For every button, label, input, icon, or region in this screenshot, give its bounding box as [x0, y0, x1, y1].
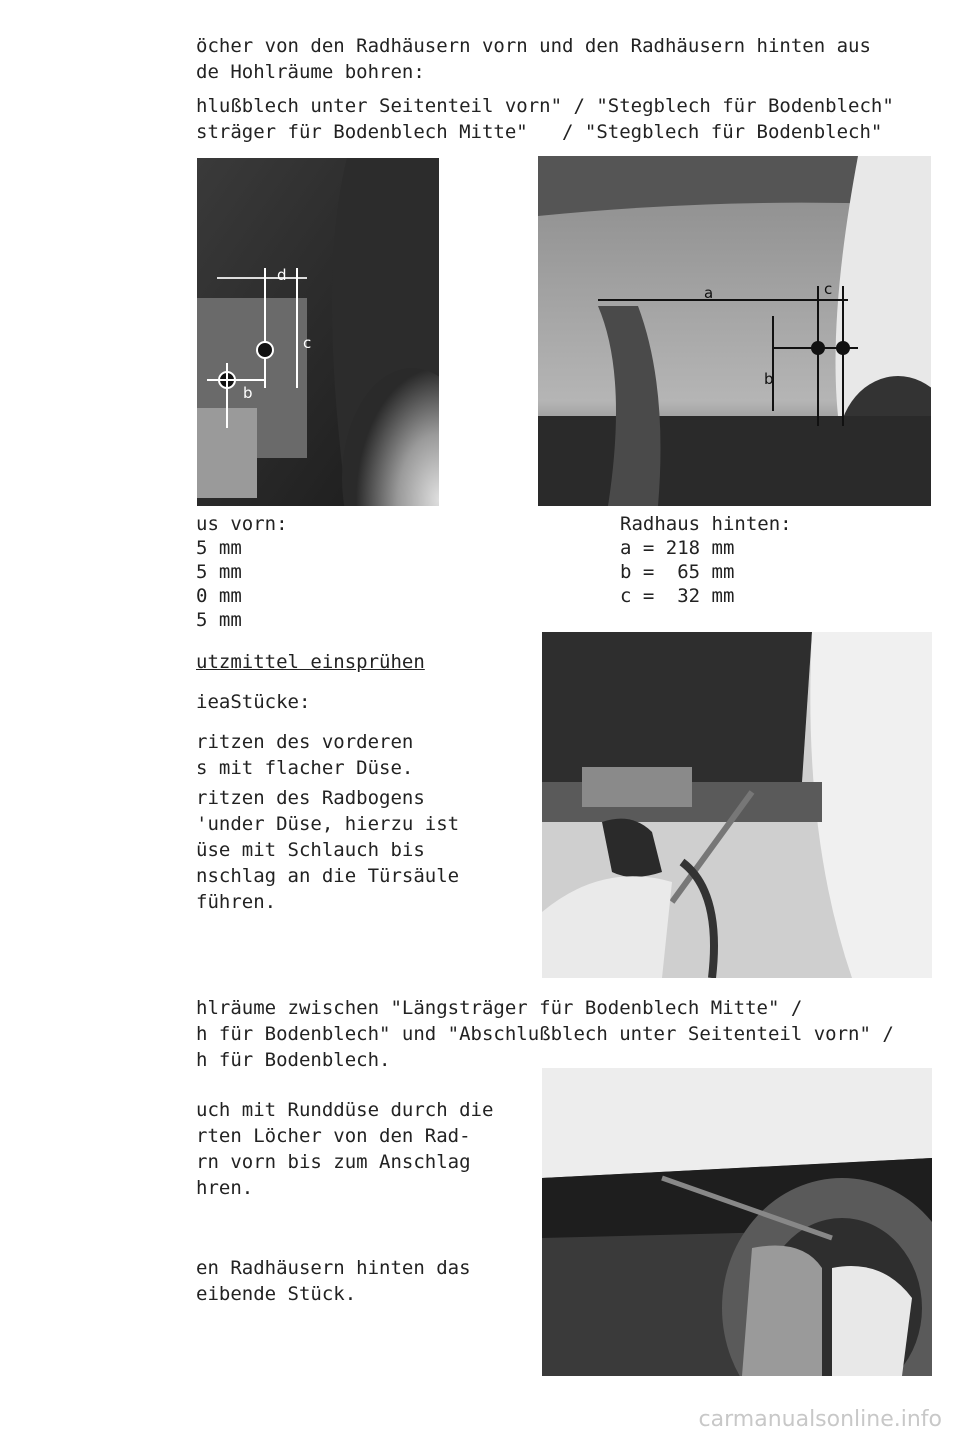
front-row: 5 mm [196, 561, 242, 583]
rear-row: c = 32 mm [620, 585, 735, 607]
section3-para1-line: rn vorn bis zum Anschlag [196, 1151, 471, 1173]
section3-intro-line: h für Bodenblech" und "Abschlußblech unter Seitenteil vorn" / [196, 1023, 894, 1045]
header-line-2: de Hohlräume bohren: [196, 61, 425, 83]
section3-para1-line: uch mit Runddüse durch die [196, 1099, 494, 1121]
photo1-label-c: c [303, 334, 312, 352]
section3-intro-line: hlräume zwischen "Längsträger für Bodenblech Mitte" / [196, 997, 803, 1019]
header-line-1: öcher von den Radhäusern vorn und den Radhäusern hinten aus [196, 35, 871, 57]
photo-spray-sill [542, 632, 932, 978]
photo1-label-b: b [243, 384, 253, 402]
photo-rear-wheel-arch [538, 156, 931, 506]
photo1-label-d: d [277, 266, 287, 284]
front-title: us vorn: [196, 513, 288, 535]
section2-para2-line: führen. [196, 891, 277, 913]
section3-para1-line: hren. [196, 1177, 254, 1199]
section3-para2-line: en Radhäusern hinten das [196, 1257, 471, 1279]
front-row: 5 mm [196, 537, 242, 559]
photo-front-wheel-arch [197, 158, 439, 506]
section2-para2-line: ritzen des Radbogens [196, 787, 425, 809]
header-line-4: sträger für Bodenblech Mitte" / "Stegblech für Bodenblech" [196, 121, 883, 143]
watermark: carmanualsonline.info [698, 1407, 942, 1432]
section2-sub: ieaStücke: [196, 691, 311, 713]
front-row: 0 mm [196, 585, 242, 607]
photo2-label-c: c [824, 280, 833, 298]
rear-row: a = 218 mm [620, 537, 735, 559]
section2-para2-line: nschlag an die Türsäule [196, 865, 460, 887]
front-row: 5 mm [196, 609, 242, 631]
section2-para2-line: üse mit Schlauch bis [196, 839, 425, 861]
section-heading-spray: utzmittel einsprühen [196, 651, 425, 673]
section2-para2-line: 'under Düse, hierzu ist [196, 813, 460, 835]
section3-intro-line: h für Bodenblech. [196, 1049, 391, 1071]
rear-row: b = 65 mm [620, 561, 735, 583]
section3-para1-line: rten Löcher von den Rad- [196, 1125, 471, 1147]
rear-title: Radhaus hinten: [620, 513, 792, 535]
section2-para1-line: ritzen des vorderen [196, 731, 414, 753]
photo2-label-b: b [764, 370, 774, 388]
photo-spray-rear-arch [542, 1068, 932, 1376]
header-line-3: hlußblech unter Seitenteil vorn" / "Stegblech für Bodenblech" [196, 95, 894, 117]
photo2-label-a: a [704, 284, 714, 302]
section3-para2-line: eibende Stück. [196, 1283, 357, 1305]
section2-para1-line: s mit flacher Düse. [196, 757, 414, 779]
